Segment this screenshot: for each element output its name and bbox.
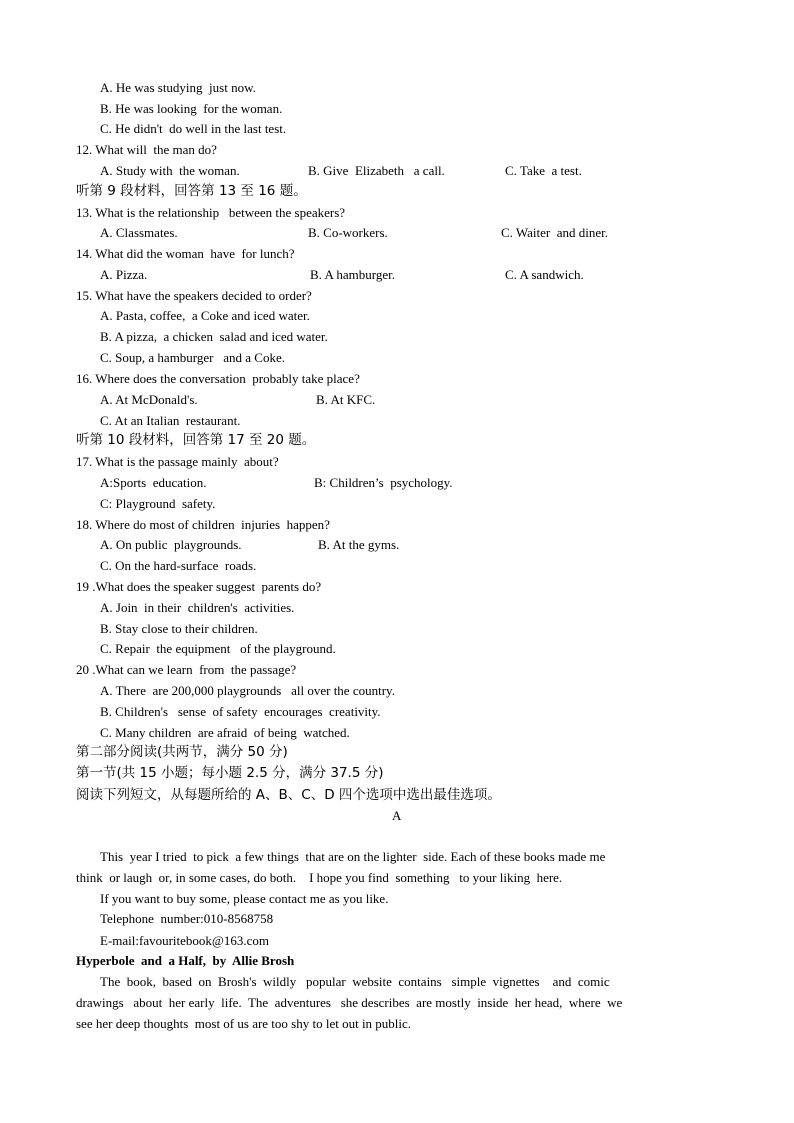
q12-option-c: C. Take a test. bbox=[505, 163, 582, 178]
book-title: Hyperbole and a Half, by Allie Brosh bbox=[76, 953, 295, 968]
q15-question: 15. What have the speakers decided to order? bbox=[76, 288, 312, 303]
q12-question: 12. What will the man do? bbox=[76, 142, 217, 157]
telephone-number: Telephone number:010-8568758 bbox=[100, 911, 274, 926]
q16-option-a: A. At McDonald's. bbox=[100, 392, 198, 407]
q19-option-b: B. Stay close to their children. bbox=[100, 621, 258, 636]
q11-option-a: A. He was studying just now. bbox=[100, 80, 256, 95]
q17-option-c: C: Playground safety. bbox=[100, 496, 216, 511]
part2-instruction: 阅读下列短文，从每题所给的 A、B、C、D 四个选项中选出最佳选项。 bbox=[76, 787, 501, 803]
q20-question: 20 .What can we learn from the passage? bbox=[76, 662, 297, 677]
book-description-line-2: drawings about her early life. The adventures she describes are mostly inside her head, where we bbox=[76, 995, 623, 1010]
q20-option-a: A. There are 200,000 playgrounds all over the country. bbox=[100, 683, 395, 698]
q16-option-b: B. At KFC. bbox=[316, 392, 376, 407]
q14-option-a: A. Pizza. bbox=[100, 267, 148, 282]
q19-option-c: C. Repair the equipment of the playground. bbox=[100, 641, 336, 656]
q13-option-a: A. Classmates. bbox=[100, 225, 178, 240]
q14-question: 14. What did the woman have for lunch? bbox=[76, 246, 295, 261]
section-9-heading: 听第 9 段材料，回答第 13 至 16 题。 bbox=[76, 183, 307, 199]
q11-option-c: C. He didn't do well in the last test. bbox=[100, 121, 287, 136]
q12-option-b: B. Give Elizabeth a call. bbox=[308, 163, 445, 178]
q13-option-b: B. Co-workers. bbox=[308, 225, 388, 240]
q15-option-a: A. Pasta, coffee, a Coke and iced water. bbox=[100, 308, 310, 323]
q19-question: 19 .What does the speaker suggest parents do? bbox=[76, 579, 322, 594]
book-description-line-3: see her deep thoughts most of us are too shy to let out in public. bbox=[76, 1016, 412, 1031]
passage-label: A bbox=[392, 808, 402, 823]
q17-option-b: B: Children’s psychology. bbox=[314, 475, 453, 490]
passage-intro-line-1: This year I tried to pick a few things that are on the lighter side. Each of these books made me bbox=[100, 849, 606, 864]
part2-section1: 第一节(共 15 小题；每小题 2.5 分，满分 37.5 分) bbox=[76, 765, 384, 781]
q20-option-c: C. Many children are afraid of being watched. bbox=[100, 725, 350, 740]
part2-title: 第二部分阅读(共两节，满分 50 分) bbox=[76, 744, 288, 760]
q12-option-a: A. Study with the woman. bbox=[100, 163, 240, 178]
q11-option-b: B. He was looking for the woman. bbox=[100, 101, 283, 116]
section-10-heading: 听第 10 段材料，回答第 17 至 20 题。 bbox=[76, 432, 316, 448]
passage-contact-line: If you want to buy some, please contact me as you like. bbox=[100, 891, 389, 906]
q14-option-b: B. A hamburger. bbox=[310, 267, 395, 282]
q17-question: 17. What is the passage mainly about? bbox=[76, 454, 279, 469]
q15-option-c: C. Soup, a hamburger and a Coke. bbox=[100, 350, 285, 365]
q20-option-b: B. Children's sense of safety encourages creativity. bbox=[100, 704, 381, 719]
q18-question: 18. Where do most of children injuries happen? bbox=[76, 517, 330, 532]
email-address: E-mail:favouritebook@163.com bbox=[100, 933, 270, 948]
q16-option-c: C. At an Italian restaurant. bbox=[100, 413, 241, 428]
book-description-line-1: The book, based on Brosh's wildly popular website contains simple vignettes and comic bbox=[100, 974, 610, 989]
q16-question: 16. Where does the conversation probably take place? bbox=[76, 371, 360, 386]
q18-option-b: B. At the gyms. bbox=[318, 537, 400, 552]
passage-intro-line-2: think or laugh or, in some cases, do both. I hope you find something to your liking here. bbox=[76, 870, 563, 885]
q13-question: 13. What is the relationship between the speakers? bbox=[76, 205, 346, 220]
q15-option-b: B. A pizza, a chicken salad and iced water. bbox=[100, 329, 328, 344]
q17-option-a: A:Sports education. bbox=[100, 475, 207, 490]
q14-option-c: C. A sandwich. bbox=[505, 267, 584, 282]
q13-option-c: C. Waiter and diner. bbox=[501, 225, 609, 240]
q18-option-c: C. On the hard-surface roads. bbox=[100, 558, 257, 573]
q18-option-a: A. On public playgrounds. bbox=[100, 537, 242, 552]
q19-option-a: A. Join in their children's activities. bbox=[100, 600, 295, 615]
